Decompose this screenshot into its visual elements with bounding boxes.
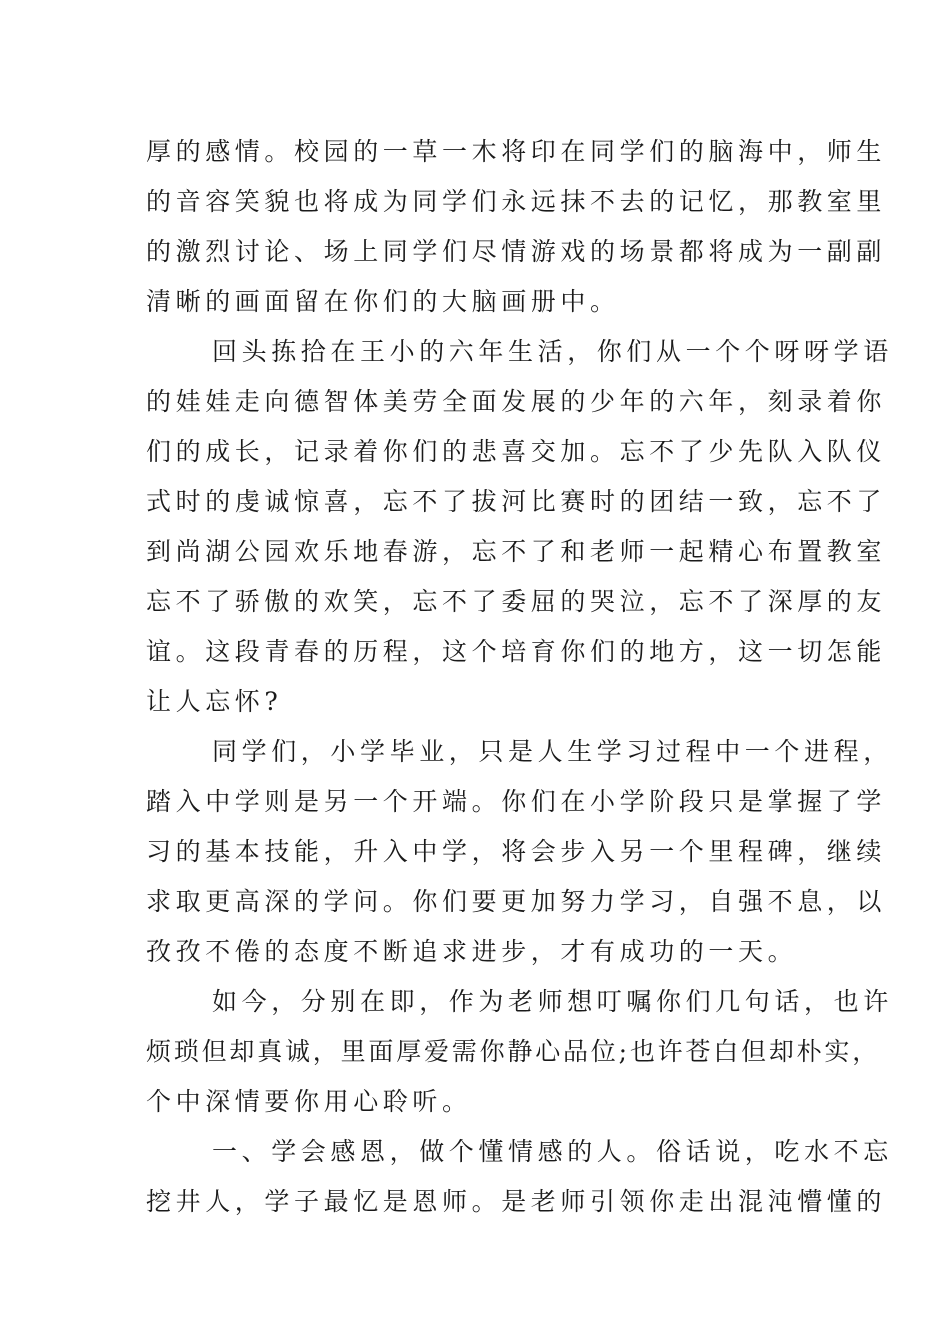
text-line: 让人忘怀? xyxy=(146,687,283,716)
text-line: 厚的感情。校园的一草一木将印在同学们的脑海中，师生 xyxy=(146,137,887,166)
text-line: 的激烈讨论、场上同学们尽情游戏的场景都将成为一副副 xyxy=(146,237,887,266)
text-line: 忘不了骄傲的欢笑，忘不了委屈的哭泣，忘不了深厚的友 xyxy=(146,587,887,616)
text-line: 的娃娃走向德智体美劳全面发展的少年的六年，刻录着你 xyxy=(146,387,887,416)
text-line: 式时的虔诚惊喜，忘不了拔河比赛时的团结一致，忘不了 xyxy=(146,487,887,516)
text-line: 习的基本技能，升入中学，将会步入另一个里程碑，继续 xyxy=(146,837,887,866)
text-line: 踏入中学则是另一个开端。你们在小学阶段只是掌握了学 xyxy=(146,787,887,816)
text-line: 个中深情要你用心聆听。 xyxy=(146,1087,472,1116)
paragraph-start-line: 一、学会感恩，做个懂情感的人。俗话说，吃水不忘 xyxy=(212,1137,893,1166)
text-line: 到尚湖公园欢乐地春游，忘不了和老师一起精心布置教室 xyxy=(146,537,887,566)
text-line: 求取更高深的学问。你们要更加努力学习，自强不息，以 xyxy=(146,887,887,916)
text-line: 挖井人，学子最忆是恩师。是老师引领你走出混沌懵懂的 xyxy=(146,1187,887,1216)
text-line: 烦琐但却真诚，里面厚爱需你静心品位;也许苍白但却朴实， xyxy=(146,1037,881,1066)
paragraph-start-line: 同学们，小学毕业，只是人生学习过程中一个进程， xyxy=(212,737,893,766)
paragraph-start-line: 回头拣拾在王小的六年生活，你们从一个个呀呀学语 xyxy=(212,337,893,366)
text-line: 孜孜不倦的态度不断追求进步，才有成功的一天。 xyxy=(146,937,798,966)
text-line: 谊。这段青春的历程，这个培育你们的地方，这一切怎能 xyxy=(146,637,887,666)
text-line: 清晰的画面留在你们的大脑画册中。 xyxy=(146,287,620,316)
text-line: 们的成长，记录着你们的悲喜交加。忘不了少先队入队仪 xyxy=(146,437,887,466)
text-line: 的音容笑貌也将成为同学们永远抹不去的记忆，那教室里 xyxy=(146,187,887,216)
paragraph-start-line: 如今，分别在即，作为老师想叮嘱你们几句话，也许 xyxy=(212,987,893,1016)
